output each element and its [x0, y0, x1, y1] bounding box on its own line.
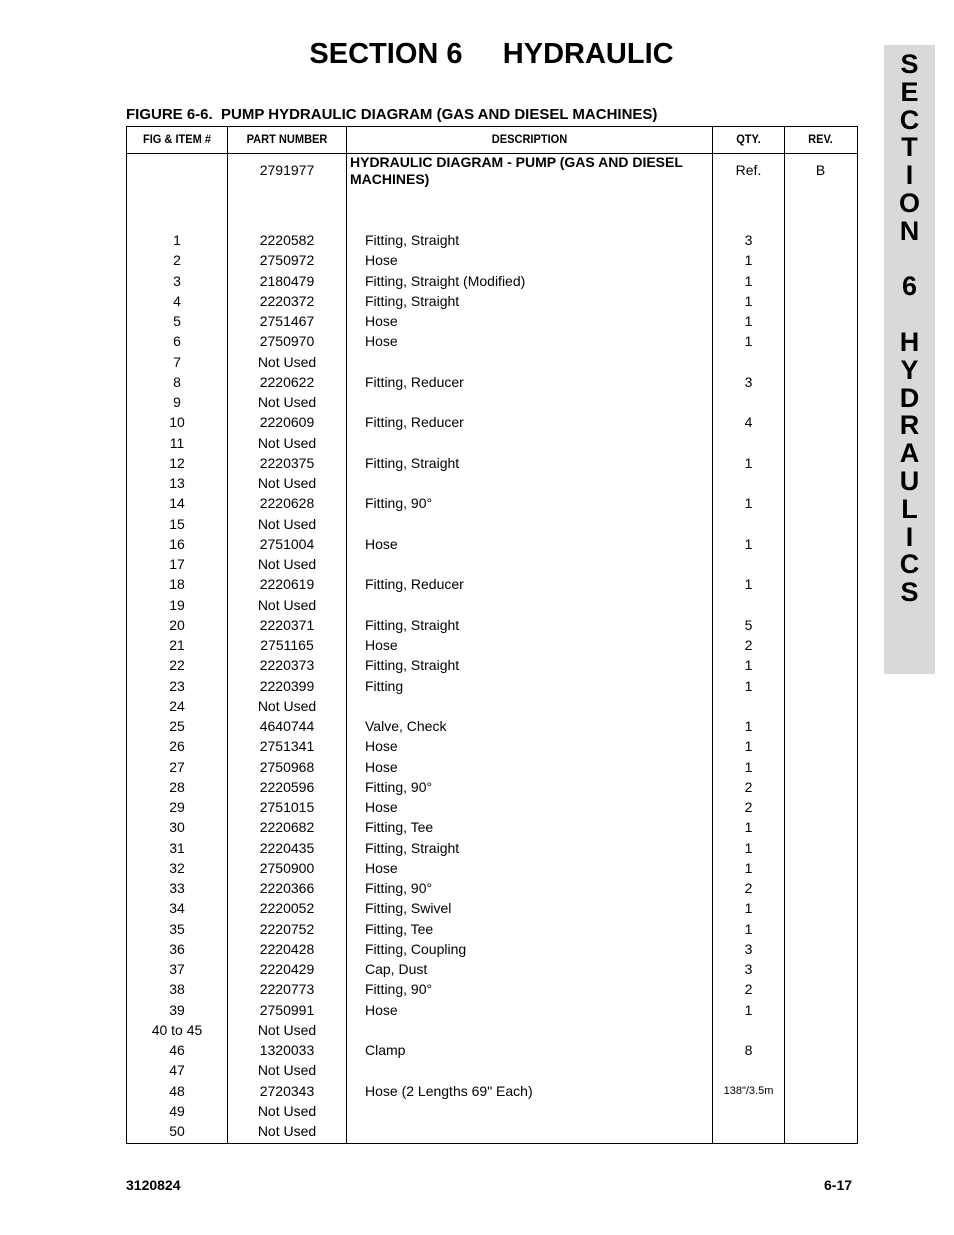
- row-description: Hose: [365, 535, 398, 552]
- row-item-number: 26: [169, 738, 185, 755]
- row-qty: 1: [744, 839, 753, 856]
- row-part-number: 4640744: [259, 718, 315, 734]
- row-description: Fitting, Tee: [365, 819, 434, 836]
- row-part-number: 2751467: [259, 313, 315, 329]
- figure-title: FIGURE 6-6. PUMP HYDRAULIC DIAGRAM (GAS AND DIESEL MACHINES): [126, 106, 658, 123]
- row-item-number: 13: [169, 475, 185, 491]
- row-part-number: 2751341: [259, 738, 315, 755]
- side-tab-letter: H: [899, 326, 920, 357]
- side-tab-letters: [884, 51, 935, 607]
- row-description: Fitting, Straight: [365, 616, 460, 633]
- row-description: Fitting, Straight: [365, 232, 460, 248]
- header-rev: REV.: [808, 132, 833, 146]
- row-item-number: 46: [169, 1042, 185, 1058]
- side-tab-letter: D: [899, 382, 920, 413]
- row-part-number: 2751004: [259, 535, 315, 552]
- row-part-number: Not Used: [257, 697, 317, 714]
- row-description: Fitting, Tee: [365, 920, 434, 937]
- page-title: SECTION 6 HYDRAULIC: [309, 38, 674, 70]
- row-item-number: 29: [169, 799, 185, 815]
- side-tab-letter: S: [900, 577, 919, 608]
- assembly-qty: Ref.: [735, 162, 762, 178]
- side-tab-letter: A: [899, 438, 920, 469]
- row-part-number: 2720343: [259, 1082, 315, 1099]
- row-description: Fitting, Swivel: [365, 900, 452, 917]
- row-qty: 1: [744, 333, 753, 350]
- row-item-number: 38: [169, 981, 185, 998]
- row-description: Fitting, Reducer: [365, 373, 464, 390]
- row-qty: 4: [744, 414, 753, 431]
- side-tab-letter: T: [901, 132, 918, 163]
- side-tab-letter: R: [899, 410, 920, 441]
- row-description: Fitting, Straight: [365, 839, 460, 856]
- row-qty: 1: [744, 738, 753, 755]
- row-item-number: 34: [169, 900, 185, 917]
- row-qty: 8: [744, 1042, 753, 1058]
- row-item-number: 50: [169, 1123, 185, 1139]
- row-part-number: 2220052: [259, 900, 315, 917]
- row-item-number: 47: [169, 1062, 185, 1079]
- row-qty: 1: [744, 859, 753, 876]
- row-item-number: 4: [173, 292, 181, 309]
- row-part-number: 2220375: [259, 454, 315, 471]
- row-item-number: 27: [169, 758, 185, 775]
- row-item-number: 31: [169, 839, 185, 856]
- row-item-number: 17: [169, 556, 185, 572]
- row-part-number: 2750991: [259, 1001, 315, 1018]
- row-part-number: 2220372: [259, 292, 315, 309]
- row-item-number: 22: [169, 657, 185, 674]
- row-part-number: Not Used: [257, 596, 317, 613]
- row-part-number: 2220429: [259, 961, 315, 977]
- row-qty: 1: [744, 495, 753, 512]
- row-description: Clamp: [365, 1042, 406, 1058]
- row-description: Hose (2 Lengths 69" Each): [365, 1082, 533, 1099]
- row-item-number: 3: [173, 272, 181, 289]
- row-qty: 2: [744, 981, 753, 998]
- row-part-number: 2750968: [259, 758, 315, 775]
- row-description: Cap, Dust: [365, 961, 428, 977]
- row-part-number: 2220609: [259, 414, 315, 431]
- row-item-number: 15: [169, 515, 185, 532]
- row-item-number: 24: [169, 697, 185, 714]
- column-divider: [346, 126, 347, 1143]
- row-qty: 1: [744, 252, 753, 269]
- side-tab-letter: S: [900, 49, 919, 79]
- row-item-number: 10: [169, 414, 185, 431]
- row-description: Fitting, 90°: [365, 880, 433, 896]
- row-part-number: 2220435: [259, 839, 315, 856]
- row-item-number: 20: [169, 616, 185, 633]
- row-item-number: 19: [169, 596, 185, 613]
- row-item-number: 40 to 45: [151, 1021, 203, 1038]
- row-item-number: 2: [173, 252, 181, 269]
- row-description: Hose: [365, 1001, 398, 1018]
- row-description: Fitting, Coupling: [365, 940, 467, 957]
- row-item-number: 35: [169, 920, 185, 937]
- row-item-number: 36: [169, 940, 185, 957]
- side-tab-letter: E: [900, 76, 919, 107]
- row-qty: 1: [744, 272, 753, 289]
- row-description: Hose: [365, 738, 398, 755]
- row-description: Hose: [365, 252, 398, 269]
- row-part-number: 2220622: [259, 373, 315, 390]
- row-qty: 1: [744, 920, 753, 937]
- row-qty: 3: [744, 373, 753, 390]
- row-description: Fitting, 90°: [365, 495, 433, 512]
- row-item-number: 5: [173, 313, 181, 329]
- row-qty: 2: [744, 880, 753, 896]
- row-description: Fitting: [365, 677, 404, 694]
- header-part-number: PART NUMBER: [246, 132, 328, 146]
- row-qty: 3: [744, 232, 753, 248]
- row-part-number: 2750900: [259, 859, 315, 876]
- row-part-number: Not Used: [257, 1102, 317, 1119]
- side-tab-letter: C: [899, 104, 920, 135]
- row-qty: 1: [744, 454, 753, 471]
- row-part-number: 2220366: [259, 880, 315, 896]
- row-item-number: 11: [169, 434, 185, 451]
- row-part-number: 2220596: [259, 778, 315, 795]
- side-tab-letter: Y: [900, 354, 919, 385]
- side-tab-letter: N: [899, 215, 920, 246]
- row-item-number: 30: [169, 819, 185, 836]
- row-item-number: 32: [169, 859, 185, 876]
- row-description: Hose: [365, 758, 398, 775]
- side-tab-letter: L: [901, 493, 918, 524]
- row-description: Hose: [365, 859, 398, 876]
- row-item-number: 49: [169, 1102, 185, 1119]
- side-tab-letter: 6: [901, 271, 918, 302]
- row-qty: 1: [744, 1001, 753, 1018]
- column-divider: [784, 126, 785, 1143]
- row-item-number: 33: [169, 880, 185, 896]
- page-number: 6-17: [824, 1177, 853, 1193]
- row-part-number: Not Used: [257, 394, 317, 410]
- row-item-number: 18: [169, 576, 185, 593]
- document-number: 3120824: [126, 1177, 181, 1193]
- row-part-number: Not Used: [257, 353, 317, 370]
- row-qty: 5: [744, 616, 753, 633]
- row-item-number: 37: [169, 961, 185, 977]
- row-qty: 1: [744, 535, 753, 552]
- row-qty: 1: [744, 576, 753, 593]
- row-qty: 2: [744, 637, 753, 653]
- side-tab-letter: I: [905, 521, 914, 552]
- row-part-number: Not Used: [257, 1021, 317, 1038]
- row-part-number: 2750970: [259, 333, 315, 350]
- row-item-number: 12: [169, 454, 185, 471]
- row-qty: 1: [744, 758, 753, 775]
- row-part-number: Not Used: [257, 1062, 317, 1079]
- row-description: Fitting, Straight (Modified): [365, 272, 526, 289]
- side-tab-letter: U: [899, 465, 920, 496]
- row-description: Fitting, Straight: [365, 657, 460, 674]
- row-part-number: Not Used: [257, 434, 317, 451]
- row-qty: 138"/3.5m: [723, 1084, 774, 1097]
- row-part-number: 2751015: [259, 799, 315, 815]
- row-item-number: 6: [173, 333, 181, 350]
- row-part-number: 2220428: [259, 940, 315, 957]
- row-description: Fitting, Straight: [365, 292, 460, 309]
- row-item-number: 28: [169, 778, 185, 795]
- row-qty: 3: [744, 940, 753, 957]
- row-part-number: 1320033: [259, 1042, 315, 1058]
- row-qty: 2: [744, 799, 753, 815]
- row-part-number: 2751165: [260, 637, 314, 653]
- row-part-number: Not Used: [257, 1123, 317, 1139]
- row-part-number: 2180479: [259, 272, 315, 289]
- row-qty: 2: [744, 778, 753, 795]
- row-part-number: 2220619: [259, 576, 315, 593]
- row-part-number: 2220582: [259, 232, 315, 248]
- row-item-number: 9: [173, 394, 181, 410]
- row-description: Hose: [365, 333, 398, 350]
- side-tab-letter: I: [905, 160, 914, 191]
- header-fig-item: FIG & ITEM #: [142, 132, 212, 146]
- row-item-number: 7: [173, 353, 181, 370]
- assembly-rev: B: [815, 162, 826, 178]
- row-qty: 1: [744, 292, 753, 309]
- row-part-number: 2220371: [259, 616, 315, 633]
- row-qty: 1: [744, 900, 753, 917]
- row-description: Hose: [365, 313, 398, 329]
- row-part-number: 2220752: [259, 920, 315, 937]
- row-part-number: 2220773: [259, 981, 315, 998]
- row-item-number: 48: [169, 1082, 185, 1099]
- row-description: Fitting, Reducer: [365, 576, 464, 593]
- header-qty: QTY.: [736, 132, 761, 146]
- row-qty: 1: [744, 677, 753, 694]
- row-item-number: 23: [169, 677, 185, 694]
- row-description: Hose: [365, 637, 398, 653]
- row-description: Fitting, 90°: [365, 981, 433, 998]
- row-description: Fitting, Reducer: [365, 414, 464, 431]
- row-part-number: 2220399: [259, 677, 315, 694]
- row-qty: 1: [744, 657, 753, 674]
- row-part-number: 2750972: [259, 252, 315, 269]
- row-part-number: Not Used: [257, 556, 317, 572]
- side-tab-letter: C: [899, 549, 920, 580]
- side-tab-letter: O: [898, 187, 920, 218]
- assembly-part-number: 2791977: [259, 162, 315, 178]
- row-item-number: 21: [169, 637, 185, 653]
- row-item-number: 39: [169, 1001, 185, 1018]
- row-description: Hose: [365, 799, 398, 815]
- row-part-number: 2220682: [259, 819, 315, 836]
- row-qty: 1: [744, 313, 753, 329]
- row-qty: 3: [744, 961, 753, 977]
- row-item-number: 16: [169, 535, 185, 552]
- row-description: Valve, Check: [365, 718, 447, 734]
- row-item-number: 14: [169, 495, 185, 512]
- header-description: DESCRIPTION: [491, 132, 568, 146]
- row-part-number: Not Used: [257, 475, 317, 491]
- row-description: Fitting, Straight: [365, 454, 460, 471]
- row-description: Fitting, 90°: [365, 778, 433, 795]
- assembly-description: HYDRAULIC DIAGRAM - PUMP (GAS AND DIESEL MACHINES): [350, 154, 683, 187]
- section-side-tab: [884, 45, 935, 674]
- row-item-number: 1: [173, 232, 181, 248]
- row-item-number: 8: [173, 373, 181, 390]
- row-part-number: Not Used: [257, 515, 317, 532]
- row-qty: 1: [744, 819, 753, 836]
- row-part-number: 2220373: [259, 657, 315, 674]
- row-qty: 1: [744, 718, 753, 734]
- row-item-number: 25: [169, 718, 185, 734]
- row-part-number: 2220628: [259, 495, 315, 512]
